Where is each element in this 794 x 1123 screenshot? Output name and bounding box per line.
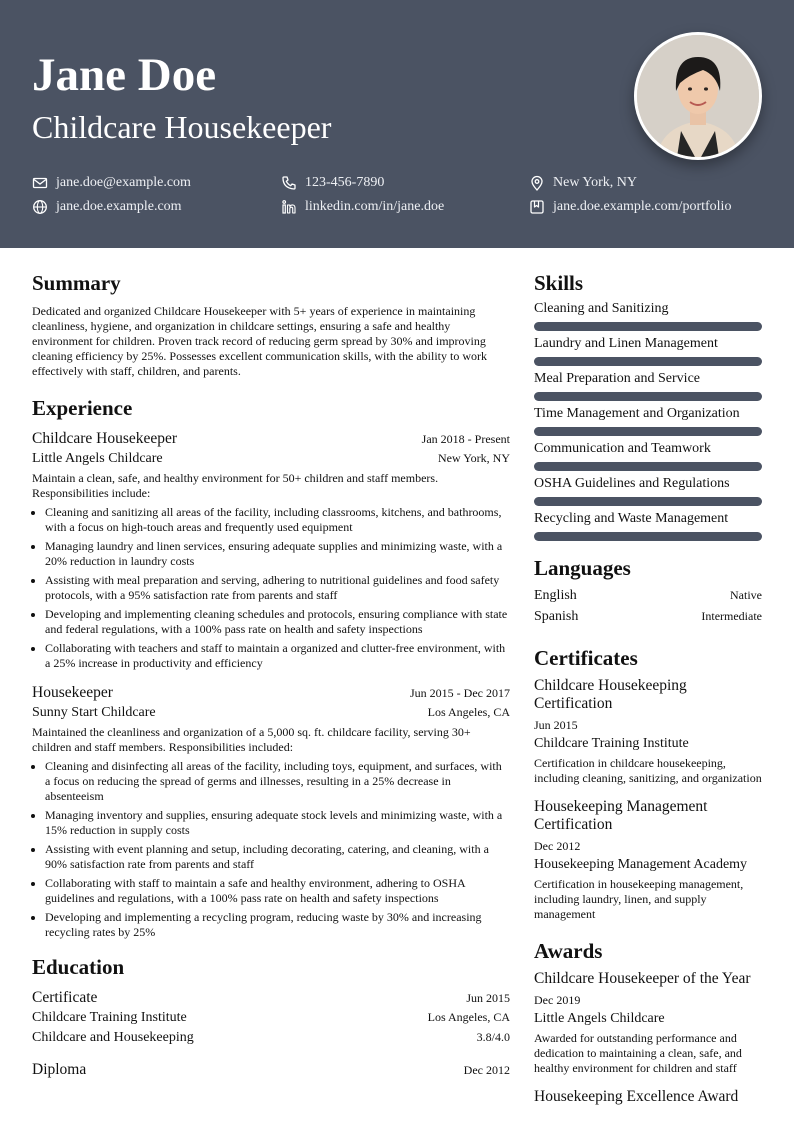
resume-header [0,0,794,248]
contact-email[interactable] [32,173,191,193]
linkedin-text: linkedin.com/in/jane.doe [305,199,445,214]
education-date: Dec 2012 [463,1063,510,1077]
globe-icon [32,199,48,215]
website-text: jane.doe.example.com [56,199,182,214]
summary-text: Dedicated and organized Childcare Housekeeper with 5+ years of experience in maintaining cleanliness, hygiene, and organization in childcare settings, ensuring a safe and healthy environment for children. Proven track record of reducing germ spread by 30% and improving cleaning efficiency by 25%. Possesses excellent communication skills, with the ability to work effectively with staff, children, and parents. [32,304,488,378]
contact-portfolio[interactable] [529,197,731,217]
contact-location[interactable] [529,173,637,193]
education-date: Jun 2015 [466,991,510,1005]
languages-heading: Languages [534,556,631,580]
certificate-date: Jun 2015 [534,718,578,732]
bullet-item: • Assisting with event planning and setup, including decorating, catering, and cleaning, with a 90% satisfaction rate from parents and staff [45,842,510,872]
language-item [534,585,762,606]
phone-icon [281,175,297,191]
email-icon [32,175,48,191]
education-item [32,988,510,1048]
linkedin-icon [281,199,297,215]
bullet-item: • Collaborating with teachers and staff to maintain a organized and clutter-free environment, with a 25% increase in productivity and efficiency [45,641,510,671]
skill-level-bar [534,357,762,366]
job-title: Housekeeper [32,684,113,701]
experience-item [32,429,510,671]
degree: Diploma [32,1061,87,1078]
portfolio-text: jane.doe.example.com/portfolio [553,199,732,214]
experience-item [32,683,510,940]
certificate-description: Certification in housekeeping management, including laundry, linen, and supply management [534,877,744,921]
certificate-issuer: Housekeeping Management Academy [534,857,748,872]
skills-section [534,270,762,541]
award-item [534,1088,762,1106]
education-heading: Education [32,955,125,979]
certificate-title: Childcare Housekeeping Certification [534,677,687,712]
location-text: New York, NY [553,175,638,190]
job-description: Maintained the cleanliness and organization of a 5,000 sq. ft. childcare facility, serving 30+ children and staff members. Responsibilities included: [32,725,471,754]
education-section [32,954,510,1080]
certificates-section [534,645,762,922]
skill-level-bar [534,427,762,436]
certificate-item [534,798,762,922]
skill-level-bar [534,392,762,401]
email-text: jane.doe@example.com [56,175,191,190]
language-item [534,606,762,627]
language-level: Native [730,588,762,602]
main-column [32,270,510,1080]
bullet-item: • Managing inventory and supplies, ensuring adequate stock levels and minimizing waste, with a 15% reduction in supply costs [45,808,510,838]
skill-name: Meal Preparation and Service [534,371,700,386]
certificate-issuer: Childcare Training Institute [534,736,689,751]
contact-phone[interactable] [281,173,384,193]
contact-linkedin[interactable] [281,197,444,217]
gpa: 3.8/4.0 [476,1030,510,1044]
skill-name: Cleaning and Sanitizing [534,301,669,316]
school: Childcare Training Institute [32,1010,187,1025]
skill-level-bar [534,532,762,541]
summary-heading: Summary [32,271,121,295]
bullet-item: • Cleaning and sanitizing all areas of the facility, including classrooms, kitchens, and bathrooms, with a focus on high-touch areas and frequently used equipment [45,505,510,535]
phone-text: 123-456-7890 [305,175,385,190]
bullet-item: • Developing and implementing a recycling program, reducing waste by 30% and increasing recycling rates by 25% [45,910,510,940]
job-company: Little Angels Childcare [32,451,163,466]
location-pin-icon [529,175,545,191]
award-title: Childcare Housekeeper of the Year [534,970,751,987]
language-name: Spanish [534,609,579,624]
award-title: Housekeeping Excellence Award [534,1088,739,1105]
language-level: Intermediate [701,609,762,623]
award-item [534,970,762,1076]
candidate-name: Jane Doe [32,49,217,101]
skill-name: Recycling and Waste Management [534,511,729,526]
summary-section [32,270,510,379]
certificate-date: Dec 2012 [534,839,581,853]
skill-level-bar [534,497,762,506]
skills-list [534,300,762,541]
education-item [32,1060,510,1080]
job-location: Los Angeles, CA [427,705,510,719]
job-dates: Jan 2018 - Present [421,432,510,446]
bullet-item: • Developing and implementing cleaning schedules and protocols, ensuring compliance with state and federal regulations, with a 100% pass rate on health and safety inspections [45,607,510,637]
degree: Certificate [32,989,98,1006]
skills-heading: Skills [534,271,584,295]
job-location: New York, NY [437,451,510,465]
experience-heading: Experience [32,396,133,420]
languages-section [534,555,762,627]
award-date: Dec 2019 [534,993,581,1007]
bullet-item: • Collaborating with staff to maintain a safe and healthy environment, adhering to OSHA guidelines and regulations, with a 100% pass rate on health and safety inspections [45,876,510,906]
job-description: Maintain a clean, safe, and healthy environment for 50+ children and staff members. Responsibilities include: [32,471,439,500]
skill-name: Time Management and Organization [534,406,740,421]
portfolio-icon [529,199,545,215]
skill-name: Communication and Teamwork [534,441,711,456]
job-dates: Jun 2015 - Dec 2017 [410,686,510,700]
certificate-title: Housekeeping Management Certification [534,798,708,833]
bullet-item: • Cleaning and disinfecting all areas of the facility, including toys, equipment, and surfaces, with a focus on reducing the spread of germs and illnesses, resulting in a 25% decrease in absenteeism [45,759,510,804]
award-issuer: Little Angels Childcare [534,1011,665,1026]
award-description: Awarded for outstanding performance and dedication to maintaining a clean, safe, and healthy environment for children and staff [534,1031,742,1075]
portrait-image [637,35,759,157]
school-location: Los Angeles, CA [427,1010,510,1024]
awards-section [534,938,762,1106]
awards-heading: Awards [534,939,603,963]
certificates-heading: Certificates [534,646,638,670]
bullet-item: • Managing laundry and linen services, ensuring adequate supplies and minimizing waste, with a 20% reduction in laundry costs [45,539,510,569]
experience-section [32,395,510,940]
sidebar-column [534,270,762,1106]
language-name: English [534,588,577,603]
field-of-study: Childcare and Housekeeping [32,1030,194,1045]
profile-photo [634,32,762,160]
skill-name: OSHA Guidelines and Regulations [534,476,730,491]
job-bullets [32,505,510,671]
job-bullets [32,759,510,940]
candidate-title: Childcare Housekeeper [32,109,332,145]
certificate-description: Certification in childcare housekeeping, including cleaning, sanitizing, and organization [534,756,762,785]
job-title: Childcare Housekeeper [32,430,178,447]
skill-name: Laundry and Linen Management [534,336,718,351]
skill-level-bar [534,322,762,331]
job-company: Sunny Start Childcare [32,705,156,720]
skill-level-bar [534,462,762,471]
certificate-item [534,677,762,786]
bullet-item: • Assisting with meal preparation and serving, adhering to nutritional guidelines and food safety protocols, with a 95% satisfaction rate from parents and staff [45,573,510,603]
contact-website[interactable] [32,197,182,217]
